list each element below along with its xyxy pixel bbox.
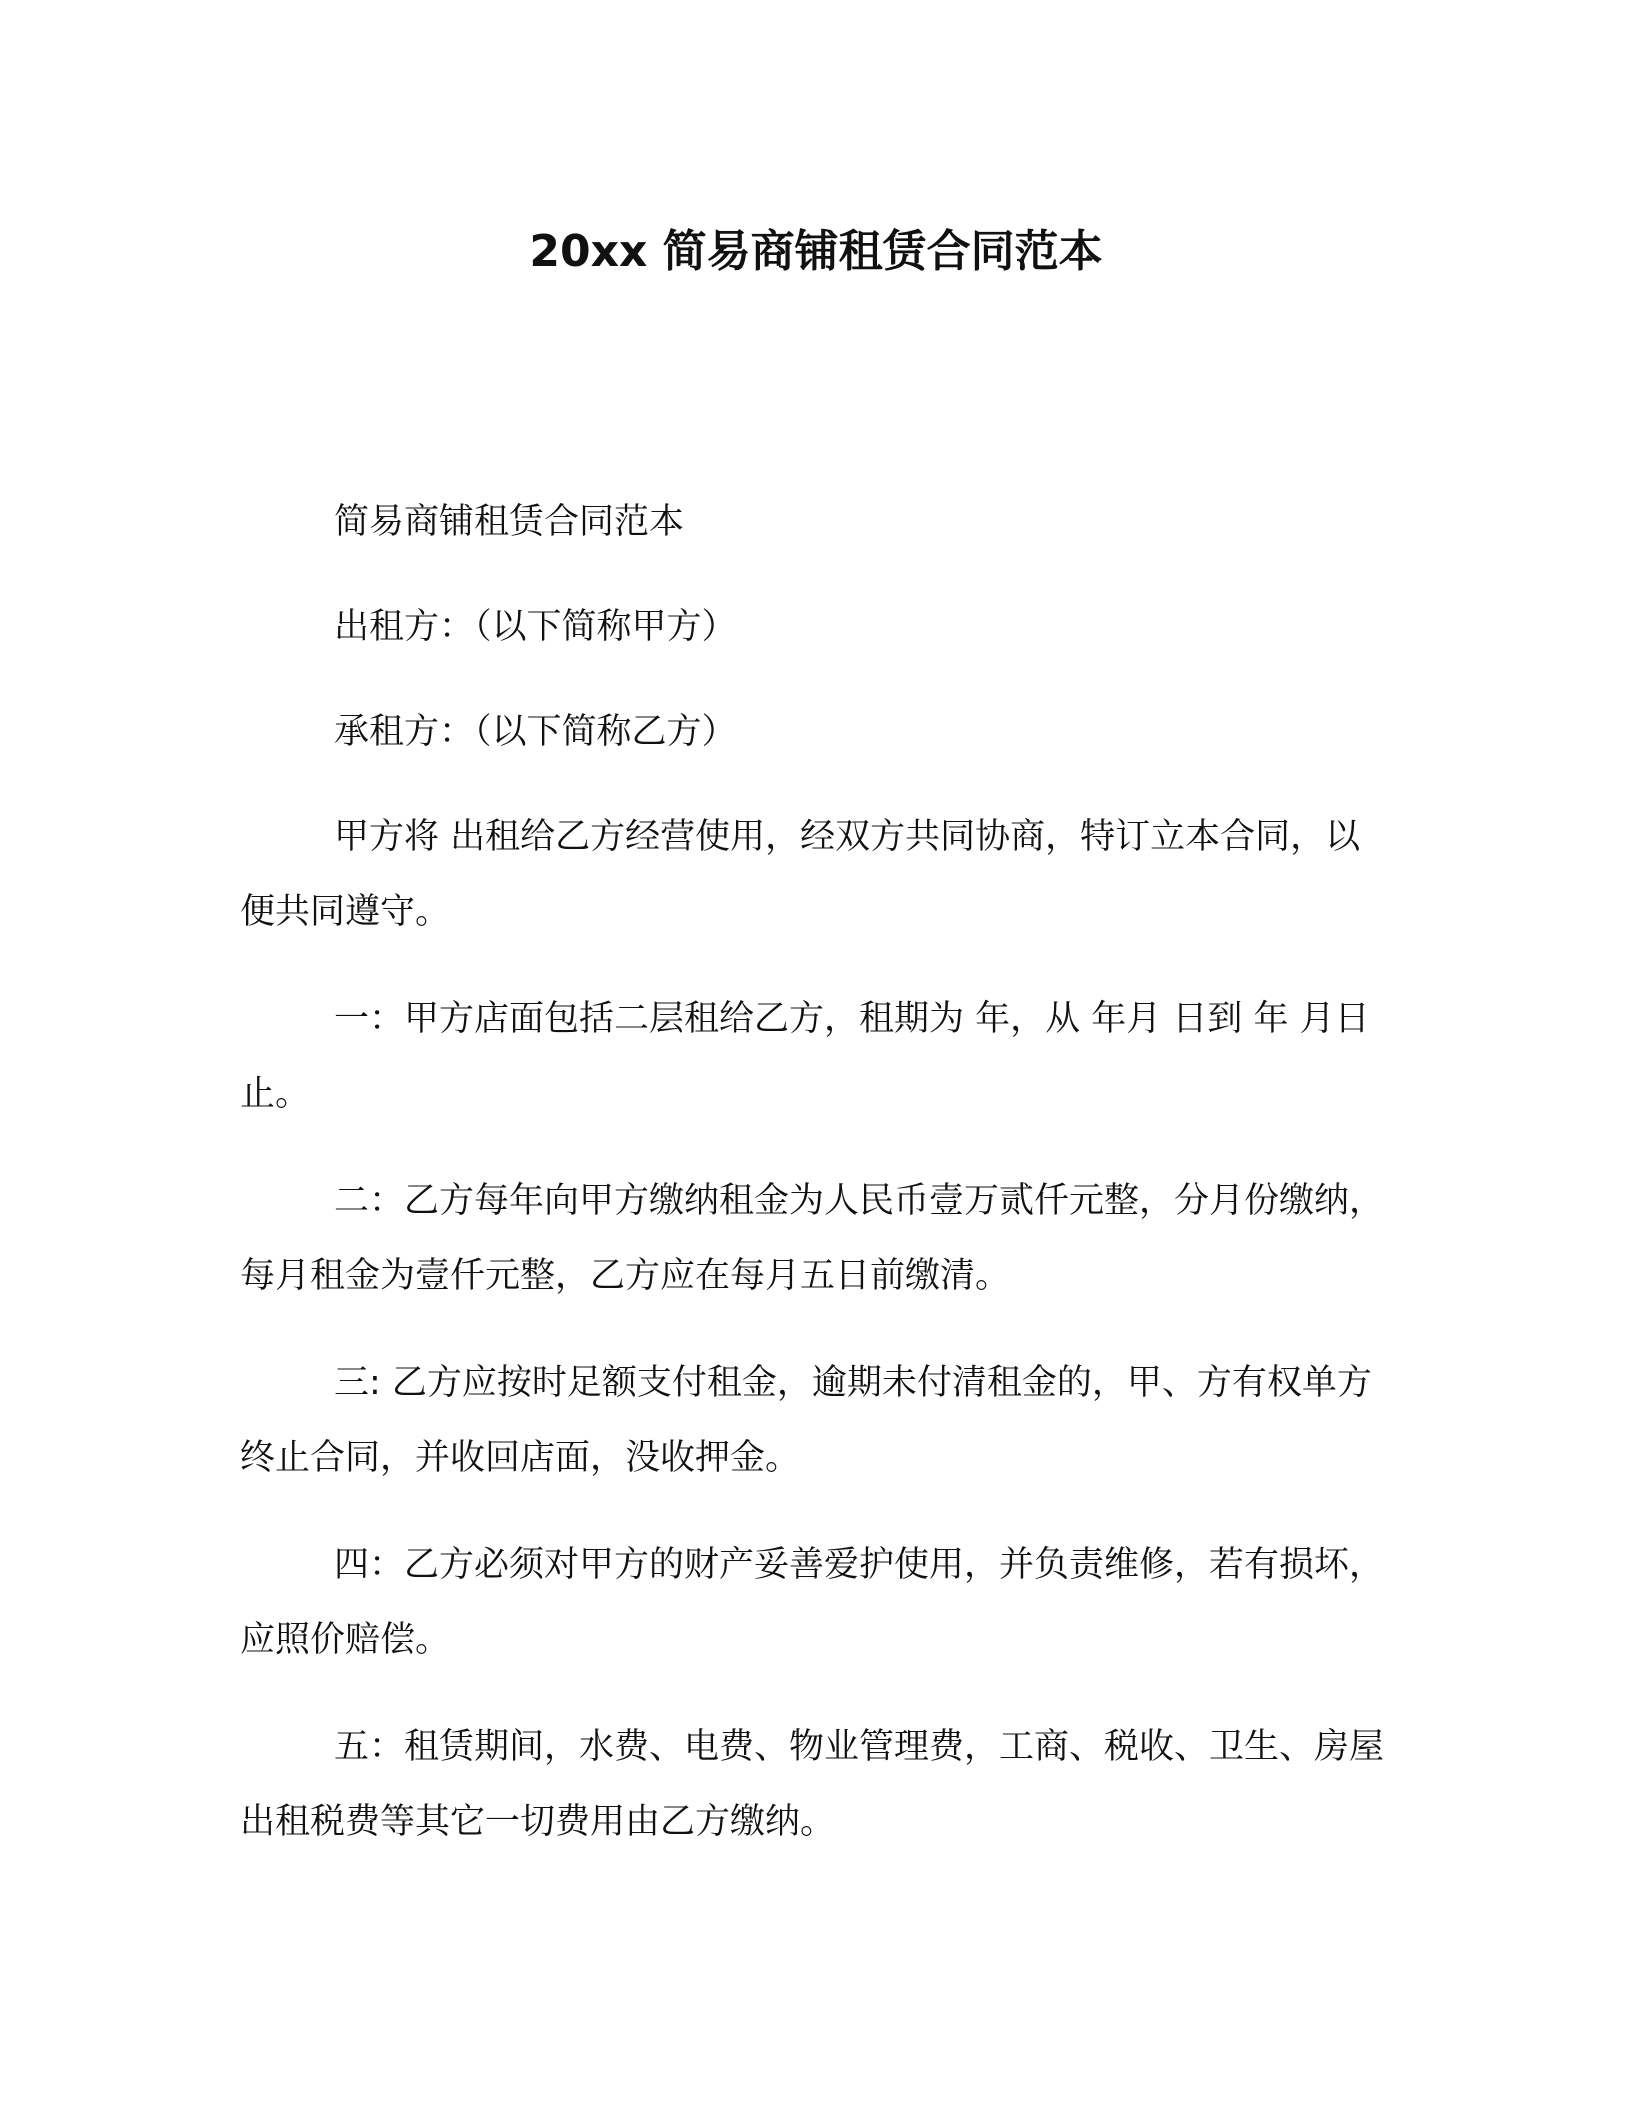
document-title: 20xx 简易商铺租赁合同范本 (529, 226, 1103, 277)
paragraph-lessee: 承租方：（以下简称乙方） (334, 712, 737, 752)
paragraph-clause-4: 四：乙方必须对甲方的财产妥善爱护使用，并负责维修，若有损坏，应照价赔偿。 (240, 1545, 1385, 1660)
paragraph-preamble: 甲方将 出租给乙方经营使用，经双方共同协商，特订立本合同，以便共同遵守。 (240, 817, 1361, 932)
paragraph-clause-2: 二：乙方每年向甲方缴纳租金为人民币壹万贰仟元整，分月份缴纳，每月租金为壹仟元整，乙方应在每月五日前缴清。 (240, 1181, 1385, 1296)
paragraph-subtitle: 简易商铺租赁合同范本 (334, 502, 685, 542)
paragraph-clause-5: 五：租赁期间，水费、电费、物业管理费，工商、税收、卫生、房屋出租税费等其它一切费用由乙方缴纳。 (240, 1727, 1385, 1842)
paragraph-clause-3: 三: 乙方应按时足额支付租金，逾期未付清租金的，甲、方有权单方终止合同，并收回店面，没收押金。 (240, 1363, 1372, 1478)
paragraph-lessor: 出租方：（以下简称甲方） (334, 607, 737, 647)
paragraph-clause-1: 一：甲方店面包括二层租给乙方，租期为 年，从 年月 日到 年 月日止。 (240, 999, 1370, 1114)
